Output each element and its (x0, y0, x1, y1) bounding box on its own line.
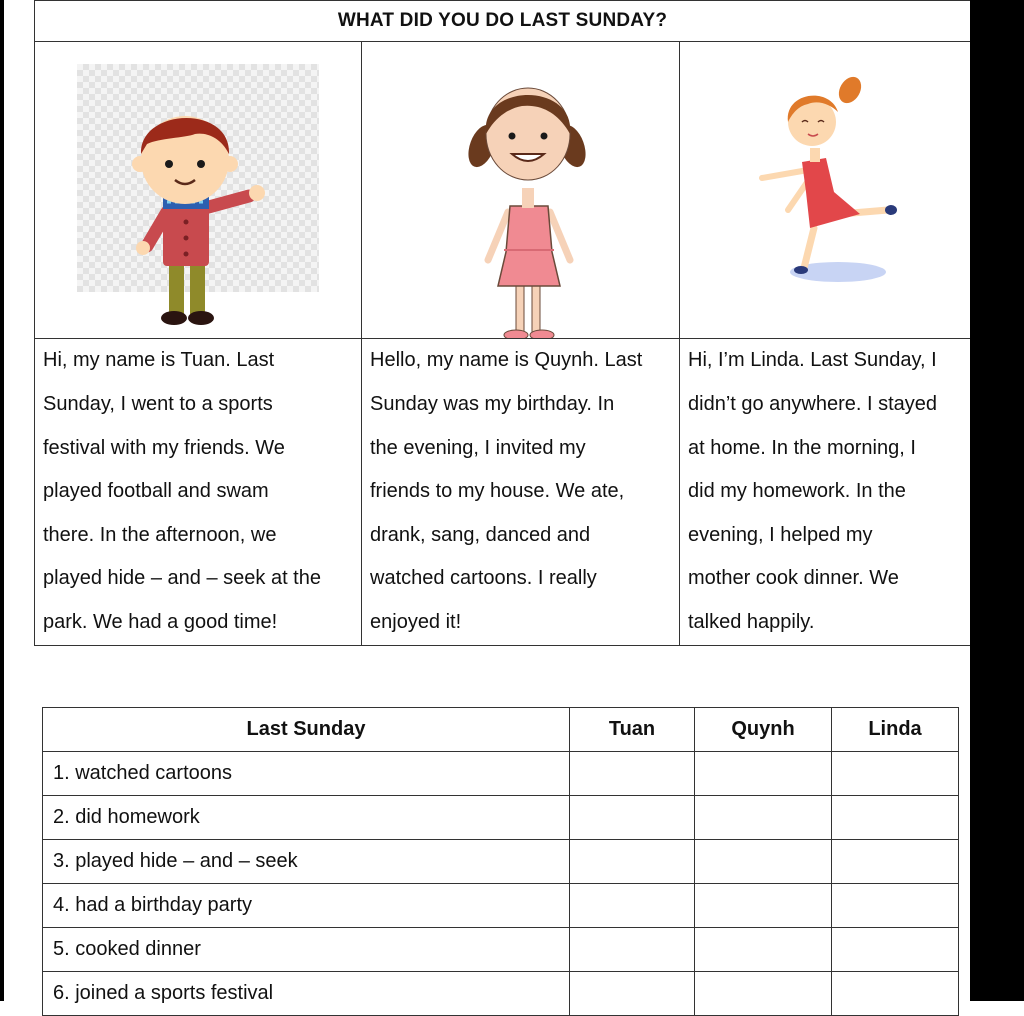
girl-pigtails-icon (362, 42, 680, 338)
checklist-header-row (43, 708, 959, 752)
header-last-sunday: Last Sunday (43, 708, 570, 752)
linda-check-cell[interactable] (832, 972, 959, 1016)
table-row (43, 928, 959, 972)
activity-label: 3. played hide – and – seek (43, 840, 570, 884)
left-screen-edge (0, 0, 4, 1001)
tuan-check-cell[interactable] (570, 884, 695, 928)
quynh-picture-cell (362, 42, 680, 339)
worksheet-title: WHAT DID YOU DO LAST SUNDAY? (35, 1, 971, 42)
header-linda: Linda (832, 708, 959, 752)
quynh-check-cell[interactable] (695, 928, 832, 972)
activity-label: 5. cooked dinner (43, 928, 570, 972)
quynh-check-cell[interactable] (695, 840, 832, 884)
table-row (43, 752, 959, 796)
linda-picture-cell (680, 42, 971, 339)
activity-label: 6. joined a sports festival (43, 972, 570, 1016)
table-row (43, 796, 959, 840)
table-row (43, 972, 959, 1016)
linda-check-cell[interactable] (832, 928, 959, 972)
table-row (43, 884, 959, 928)
activity-label: 1. watched cartoons (43, 752, 570, 796)
linda-check-cell[interactable] (832, 884, 959, 928)
tuan-paragraph: Hi, my name is Tuan. Last Sunday, I went to a sports festival with my friends. We played football and swam there. In the afternoon, we played hide – and – seek at the park. We had a good time! (35, 339, 362, 646)
boy-waving-icon (35, 42, 362, 338)
checklist-table (42, 707, 959, 1016)
quynh-check-cell[interactable] (695, 752, 832, 796)
tuan-check-cell[interactable] (570, 796, 695, 840)
tuan-picture-cell (35, 42, 362, 339)
linda-check-cell[interactable] (832, 752, 959, 796)
right-screen-edge (970, 0, 1024, 1001)
quynh-paragraph: Hello, my name is Quynh. Last Sunday was my birthday. In the evening, I invited my friends to my house. We ate, drank, sang, danced and watched cartoons. I really enjoyed it! (362, 339, 680, 646)
linda-check-cell[interactable] (832, 796, 959, 840)
linda-paragraph: Hi, I’m Linda. Last Sunday, I didn’t go anywhere. I stayed at home. In the morning, I did my homework. In the evening, I helped my mother cook dinner. We talked happily. (680, 339, 971, 646)
activity-label: 4. had a birthday party (43, 884, 570, 928)
activity-label: 2. did homework (43, 796, 570, 840)
story-table (34, 0, 971, 646)
girl-dancing-icon (680, 42, 971, 338)
tuan-check-cell[interactable] (570, 928, 695, 972)
header-tuan: Tuan (570, 708, 695, 752)
quynh-check-cell[interactable] (695, 884, 832, 928)
table-row (43, 840, 959, 884)
quynh-check-cell[interactable] (695, 972, 832, 1016)
header-quynh: Quynh (695, 708, 832, 752)
tuan-check-cell[interactable] (570, 972, 695, 1016)
quynh-check-cell[interactable] (695, 796, 832, 840)
tuan-check-cell[interactable] (570, 752, 695, 796)
tuan-check-cell[interactable] (570, 840, 695, 884)
linda-check-cell[interactable] (832, 840, 959, 884)
